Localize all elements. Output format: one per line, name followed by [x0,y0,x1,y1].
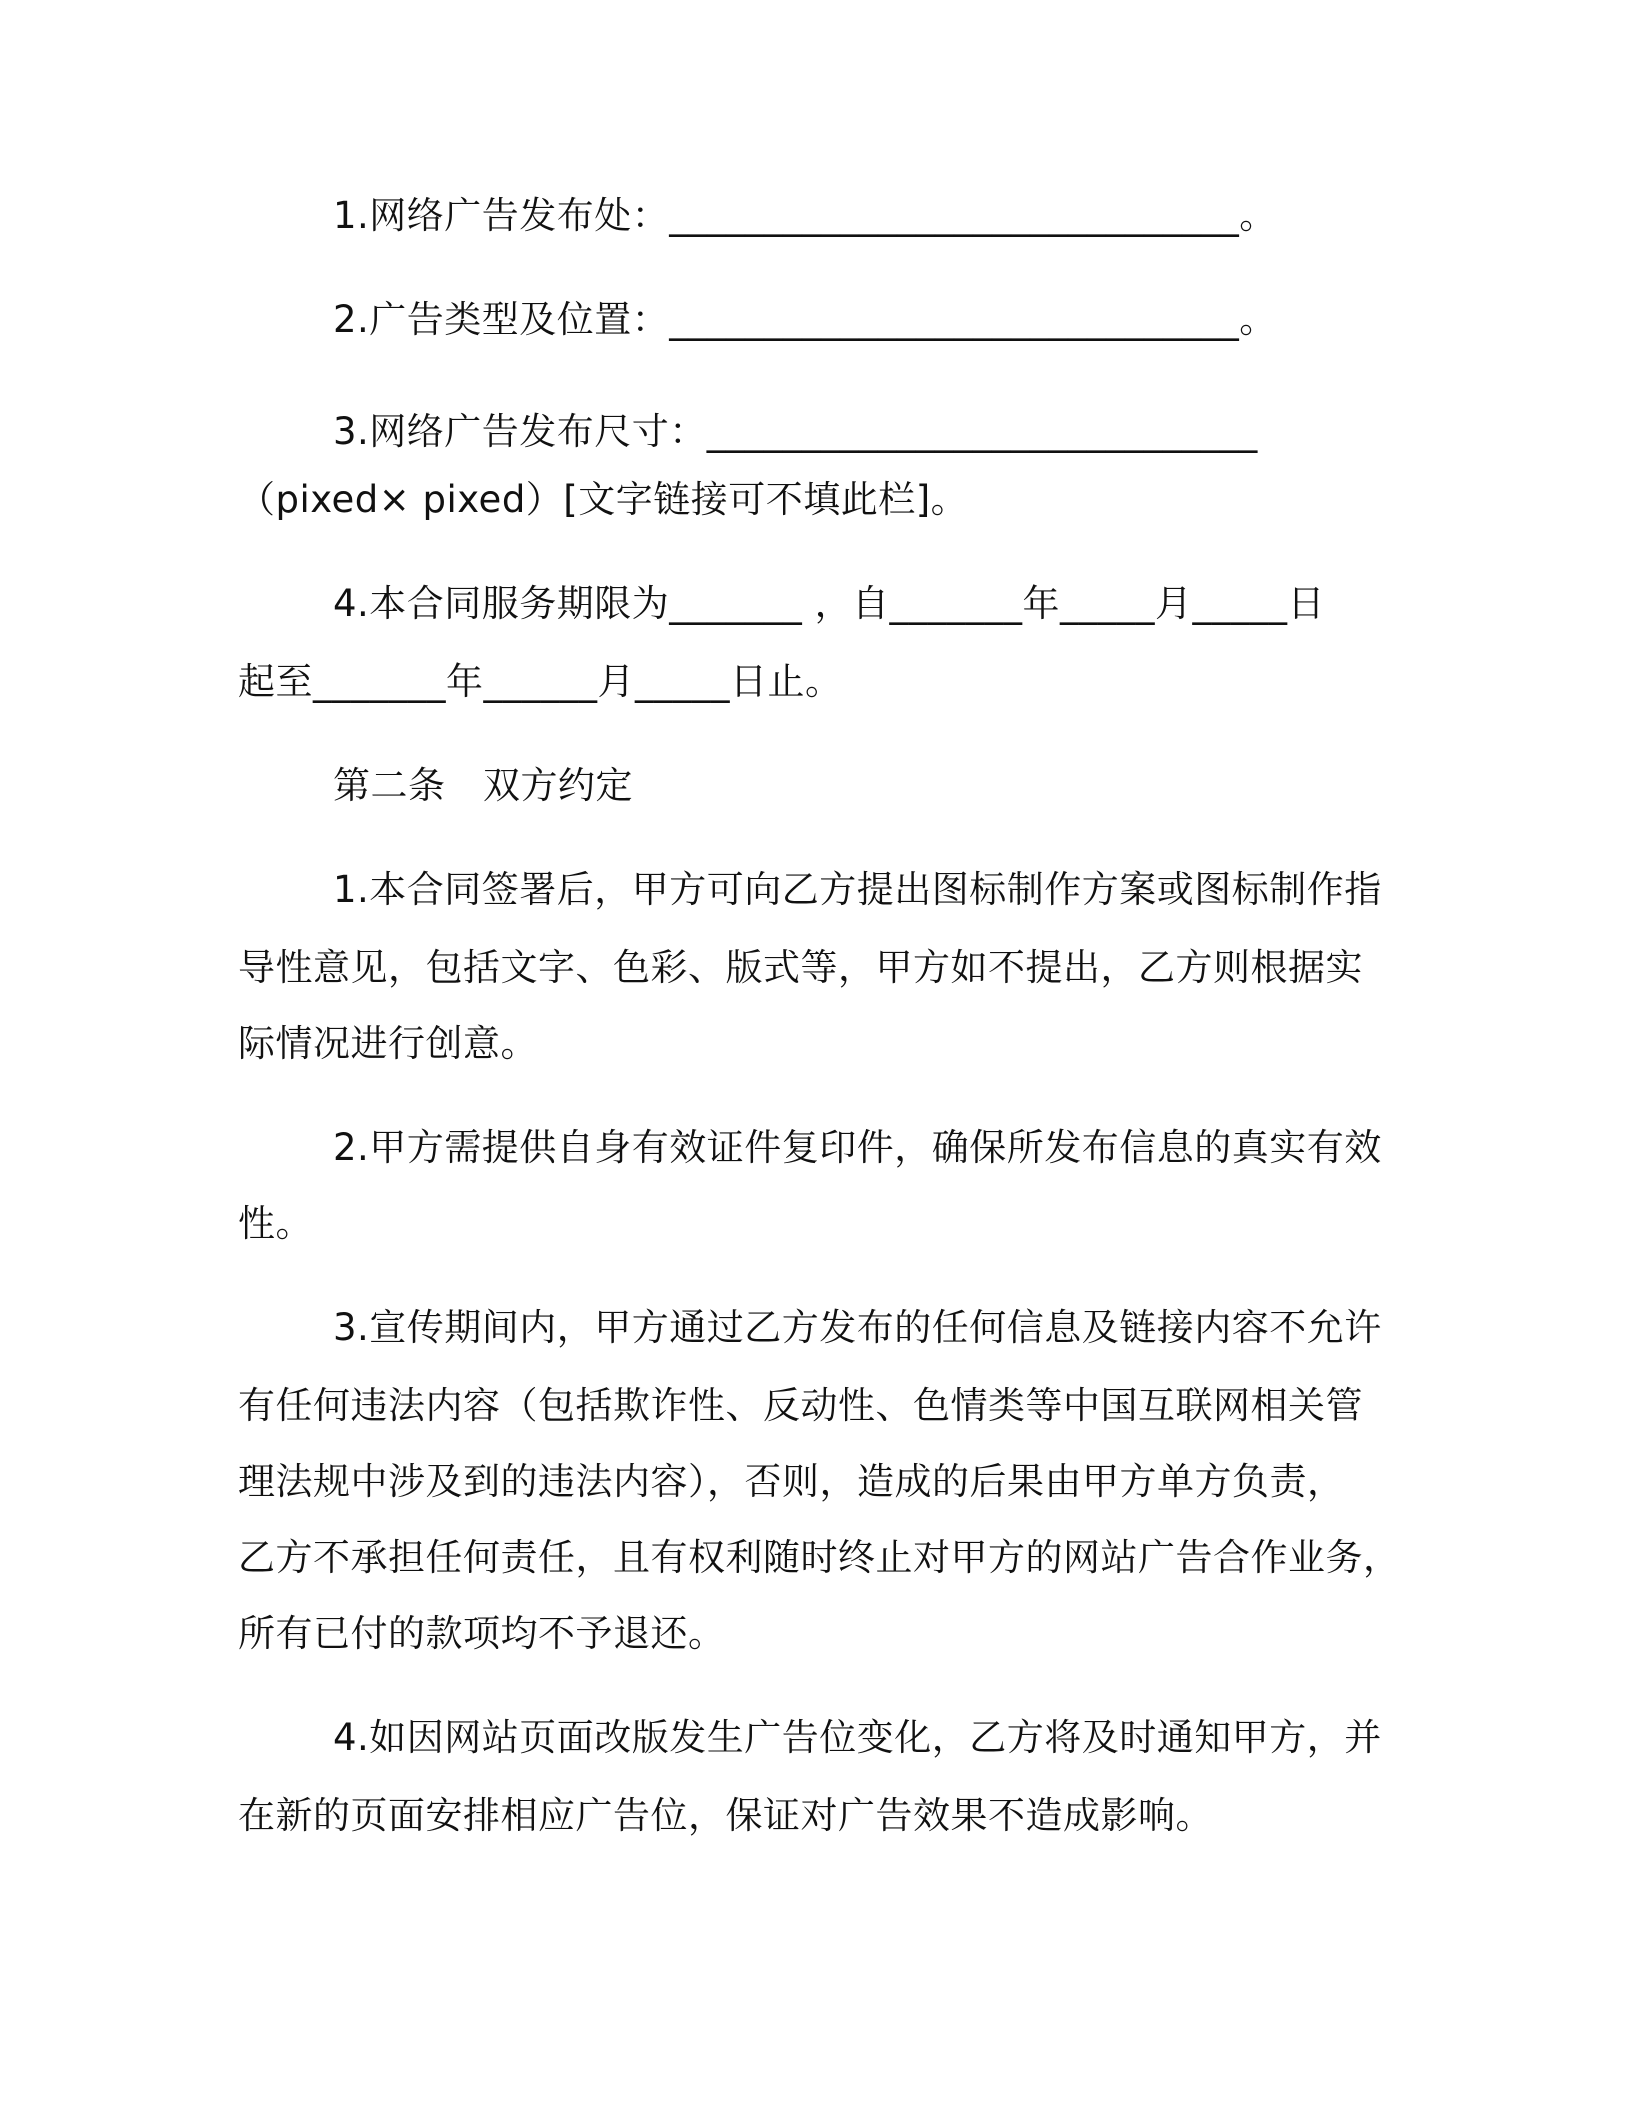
clause-3-line-2: 有任何违法内容（包括欺诈性、反动性、色情类等中国互联网相关管 [238,1384,1363,1427]
clause-1-line-3: 际情况进行创意。 [238,1022,538,1065]
clause-3-line-1: 3.宣传期间内，甲方通过乙方发布的任何信息及链接内容不允许 [333,1306,1382,1349]
clause-3-line-3: 理法规中涉及到的违法内容），否则，造成的后果由甲方单方负责， [238,1460,1345,1503]
clause-3-line-5: 所有已付的款项均不予退还。 [238,1612,726,1655]
item-ad-publish-location: 1.网络广告发布处：______________________________。 [333,194,1277,237]
item-ad-type-position: 2.广告类型及位置：______________________________。 [333,298,1277,341]
clause-2-line-2: 性。 [238,1202,313,1245]
item-ad-size: 3.网络广告发布尺寸：_____________________________ [333,410,1258,453]
clause-1-line-2: 导性意见，包括文字、色彩、版式等，甲方如不提出，乙方则根据实 [238,946,1363,989]
clause-2-line-1: 2.甲方需提供自身有效证件复印件，确保所发布信息的真实有效 [333,1126,1382,1169]
clause-4-line-1: 4.如因网站页面改版发生广告位变化，乙方将及时通知甲方，并 [333,1716,1382,1759]
clause-3-line-4: 乙方不承担任何责任，且有权利随时终止对甲方的网站广告合作业务， [238,1536,1401,1579]
item-service-period-continued: 起至_______年______月_____日止。 [238,660,843,703]
item-service-period: 4.本合同服务期限为_______ ，自_______年_____月_____日 [333,582,1326,625]
item-ad-size-continued: （pixed× pixed）[文字链接可不填此栏]。 [238,478,969,521]
section-heading: 第二条 双方约定 [333,764,633,807]
clause-4-line-2: 在新的页面安排相应广告位，保证对广告效果不造成影响。 [238,1794,1213,1837]
clause-1-line-1: 1.本合同签署后，甲方可向乙方提出图标制作方案或图标制作指 [333,868,1382,911]
